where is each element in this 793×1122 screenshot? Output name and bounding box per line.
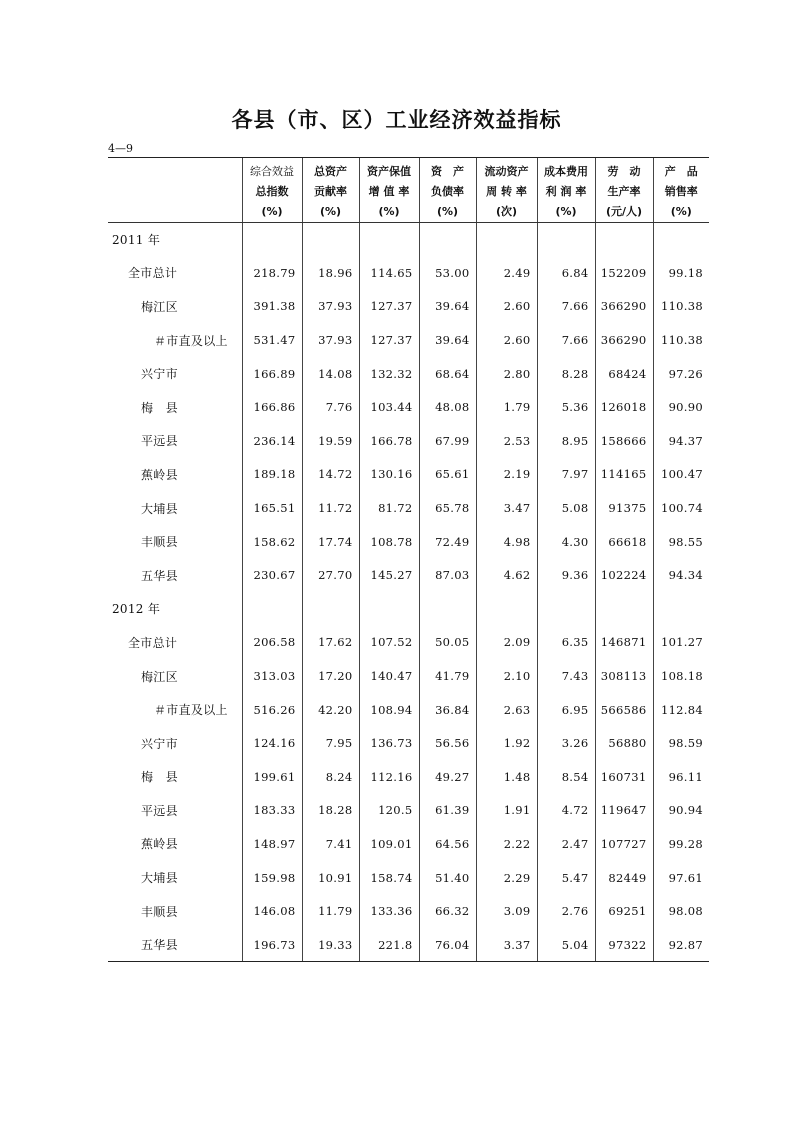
table-row: [108, 558, 709, 592]
value-cell: 7.95: [302, 726, 359, 760]
value-cell: 1.91: [476, 794, 537, 828]
value-cell: 98.59: [653, 726, 709, 760]
row-label: 大埔县: [141, 871, 178, 886]
value-cell: 66618: [595, 525, 653, 559]
table-row: [108, 726, 709, 760]
value-cell: 158.62: [242, 525, 302, 559]
value-cell: 119647: [595, 794, 653, 828]
value-cell: 107.52: [359, 626, 419, 660]
table-number: 4—9: [108, 142, 133, 155]
table-row: [108, 760, 709, 794]
value-cell: 2.53: [476, 424, 537, 458]
value-cell: 51.40: [419, 861, 476, 895]
value-cell: 65.61: [419, 458, 476, 492]
row-label: 兴宁市: [141, 736, 178, 751]
value-cell: 124.16: [242, 726, 302, 760]
value-cell: 160731: [595, 760, 653, 794]
value-cell: 98.08: [653, 894, 709, 928]
value-cell: 19.59: [302, 424, 359, 458]
value-cell: 8.54: [537, 760, 595, 794]
value-cell: 18.28: [302, 794, 359, 828]
header-col-1: [302, 158, 359, 223]
header-line: 综合效益: [250, 165, 294, 178]
table-row: [108, 290, 709, 324]
value-cell: 99.18: [653, 256, 709, 290]
header-col-4: [476, 158, 537, 223]
value-cell: [653, 223, 709, 257]
header-line: 总资产: [314, 165, 347, 178]
value-cell: [476, 223, 537, 257]
table-row: [108, 794, 709, 828]
value-cell: 68.64: [419, 357, 476, 391]
value-cell: 90.90: [653, 390, 709, 424]
value-cell: 2.29: [476, 861, 537, 895]
value-cell: 112.84: [653, 693, 709, 727]
value-cell: 108.78: [359, 525, 419, 559]
value-cell: 97322: [595, 928, 653, 962]
value-cell: 96.11: [653, 760, 709, 794]
value-cell: 90.94: [653, 794, 709, 828]
value-cell: 189.18: [242, 458, 302, 492]
value-cell: 2.10: [476, 659, 537, 693]
indicators-table: [108, 157, 709, 962]
value-cell: [653, 592, 709, 626]
row-label: 梅江区: [141, 299, 178, 314]
value-cell: 152209: [595, 256, 653, 290]
value-cell: 4.98: [476, 525, 537, 559]
header-line: 销售率: [664, 185, 698, 198]
table-row: [108, 894, 709, 928]
value-cell: 103.44: [359, 390, 419, 424]
header-line: (元/人): [605, 205, 643, 218]
value-cell: [419, 592, 476, 626]
row-label: 丰顺县: [141, 535, 178, 550]
value-cell: 5.04: [537, 928, 595, 962]
value-cell: 8.28: [537, 357, 595, 391]
value-cell: 236.14: [242, 424, 302, 458]
row-label: 蕉岭县: [141, 467, 178, 482]
value-cell: [476, 592, 537, 626]
value-cell: 94.34: [653, 558, 709, 592]
value-cell: 196.73: [242, 928, 302, 962]
value-cell: 199.61: [242, 760, 302, 794]
value-cell: 97.26: [653, 357, 709, 391]
value-cell: 17.20: [302, 659, 359, 693]
value-cell: 7.66: [537, 323, 595, 357]
value-cell: 1.79: [476, 390, 537, 424]
value-cell: 2.60: [476, 323, 537, 357]
value-cell: 9.36: [537, 558, 595, 592]
value-cell: 3.37: [476, 928, 537, 962]
value-cell: 4.30: [537, 525, 595, 559]
value-cell: 1.92: [476, 726, 537, 760]
value-cell: 127.37: [359, 323, 419, 357]
value-cell: 110.38: [653, 290, 709, 324]
row-label: 2011 年: [112, 233, 161, 248]
value-cell: 2.47: [537, 827, 595, 861]
row-label: 大埔县: [141, 501, 178, 516]
value-cell: 221.8: [359, 928, 419, 962]
value-cell: [595, 592, 653, 626]
row-label: 梅 县: [141, 400, 178, 415]
value-cell: [537, 592, 595, 626]
row-label: 梅江区: [141, 669, 178, 684]
header-col-6: [595, 158, 653, 223]
header-line: (%): [555, 205, 577, 218]
table-row: [108, 390, 709, 424]
value-cell: 2.76: [537, 894, 595, 928]
value-cell: 14.08: [302, 357, 359, 391]
value-cell: 110.38: [653, 323, 709, 357]
value-cell: 36.84: [419, 693, 476, 727]
table-row: [108, 491, 709, 525]
value-cell: 64.56: [419, 827, 476, 861]
value-cell: 158.74: [359, 861, 419, 895]
value-cell: 6.35: [537, 626, 595, 660]
value-cell: [359, 592, 419, 626]
value-cell: 114165: [595, 458, 653, 492]
table-row: [108, 827, 709, 861]
header-line: 总指数: [255, 185, 289, 198]
value-cell: 109.01: [359, 827, 419, 861]
table-row: [108, 626, 709, 660]
value-cell: 2.60: [476, 290, 537, 324]
value-cell: 81.72: [359, 491, 419, 525]
row-label: 全市总计: [128, 635, 178, 650]
value-cell: 166.89: [242, 357, 302, 391]
value-cell: 2.22: [476, 827, 537, 861]
table-row: [108, 928, 709, 962]
value-cell: 2.19: [476, 458, 537, 492]
row-label: 五华县: [141, 568, 178, 583]
row-label: 兴宁市: [141, 367, 178, 382]
value-cell: 27.70: [302, 558, 359, 592]
value-cell: 87.03: [419, 558, 476, 592]
value-cell: 67.99: [419, 424, 476, 458]
value-cell: 66.32: [419, 894, 476, 928]
header-row: [108, 158, 709, 223]
value-cell: 108.18: [653, 659, 709, 693]
header-line: (%): [378, 205, 400, 218]
value-cell: 50.05: [419, 626, 476, 660]
value-cell: 133.36: [359, 894, 419, 928]
value-cell: 6.95: [537, 693, 595, 727]
value-cell: 165.51: [242, 491, 302, 525]
header-line: 劳 动: [607, 165, 641, 178]
value-cell: 112.16: [359, 760, 419, 794]
value-cell: 6.84: [537, 256, 595, 290]
header-line: 贡献率: [314, 185, 347, 198]
header-line: 生产率: [607, 185, 641, 198]
table-row: [108, 592, 709, 626]
value-cell: 159.98: [242, 861, 302, 895]
value-cell: 108.94: [359, 693, 419, 727]
value-cell: 5.36: [537, 390, 595, 424]
row-label: 平远县: [141, 803, 178, 818]
value-cell: 2.49: [476, 256, 537, 290]
value-cell: 82449: [595, 861, 653, 895]
header-line: 利 润 率: [545, 185, 587, 198]
value-cell: 48.08: [419, 390, 476, 424]
header-line: 成本费用: [544, 165, 588, 178]
value-cell: 3.47: [476, 491, 537, 525]
value-cell: 61.39: [419, 794, 476, 828]
header-line: 增 值 率: [368, 185, 410, 198]
header-line: 资产保值: [367, 165, 411, 178]
value-cell: 313.03: [242, 659, 302, 693]
value-cell: 5.08: [537, 491, 595, 525]
header-col-5: [537, 158, 595, 223]
value-cell: 18.96: [302, 256, 359, 290]
value-cell: 69251: [595, 894, 653, 928]
value-cell: 140.47: [359, 659, 419, 693]
value-cell: 3.26: [537, 726, 595, 760]
header-line: (次): [495, 205, 518, 218]
value-cell: 14.72: [302, 458, 359, 492]
header-col-0: [242, 158, 302, 223]
value-cell: 37.93: [302, 290, 359, 324]
value-cell: 107727: [595, 827, 653, 861]
value-cell: 11.72: [302, 491, 359, 525]
value-cell: 8.24: [302, 760, 359, 794]
value-cell: 49.27: [419, 760, 476, 794]
row-label: 丰顺县: [141, 904, 178, 919]
value-cell: 7.76: [302, 390, 359, 424]
value-cell: 19.33: [302, 928, 359, 962]
header-col-3: [419, 158, 476, 223]
value-cell: 92.87: [653, 928, 709, 962]
value-cell: 366290: [595, 323, 653, 357]
value-cell: 11.79: [302, 894, 359, 928]
table-body: [108, 223, 709, 962]
value-cell: 68424: [595, 357, 653, 391]
header-line: 负债率: [431, 185, 464, 198]
header-line: 产 品: [664, 165, 698, 178]
value-cell: 126018: [595, 390, 653, 424]
value-cell: [302, 592, 359, 626]
value-cell: 91375: [595, 491, 653, 525]
value-cell: 7.43: [537, 659, 595, 693]
value-cell: 56880: [595, 726, 653, 760]
value-cell: 76.04: [419, 928, 476, 962]
header-line: 流动资产: [484, 165, 529, 178]
value-cell: 102224: [595, 558, 653, 592]
value-cell: 37.93: [302, 323, 359, 357]
row-label: 梅 县: [141, 770, 178, 785]
table-row: [108, 223, 709, 257]
value-cell: 41.79: [419, 659, 476, 693]
table-row: [108, 424, 709, 458]
value-cell: 4.72: [537, 794, 595, 828]
value-cell: 3.09: [476, 894, 537, 928]
value-cell: 99.28: [653, 827, 709, 861]
value-cell: 7.97: [537, 458, 595, 492]
table-row: [108, 357, 709, 391]
value-cell: [302, 223, 359, 257]
table-row: [108, 458, 709, 492]
value-cell: 531.47: [242, 323, 302, 357]
value-cell: [242, 223, 302, 257]
value-cell: [242, 592, 302, 626]
value-cell: 158666: [595, 424, 653, 458]
row-label: 蕉岭县: [141, 837, 178, 852]
header-line: (%): [436, 205, 459, 218]
header-line: (%): [261, 205, 283, 218]
row-label: ＃市直及以上: [154, 333, 228, 348]
value-cell: 145.27: [359, 558, 419, 592]
value-cell: 100.74: [653, 491, 709, 525]
value-cell: 56.56: [419, 726, 476, 760]
value-cell: 308113: [595, 659, 653, 693]
value-cell: 2.63: [476, 693, 537, 727]
page-title: 各县（市、区）工业经济效益指标: [231, 108, 562, 132]
value-cell: [537, 223, 595, 257]
value-cell: 146871: [595, 626, 653, 660]
value-cell: 132.32: [359, 357, 419, 391]
value-cell: 53.00: [419, 256, 476, 290]
value-cell: [359, 223, 419, 257]
row-label: ＃市直及以上: [154, 703, 228, 718]
header-col-2: [359, 158, 419, 223]
value-cell: 17.62: [302, 626, 359, 660]
value-cell: 4.62: [476, 558, 537, 592]
table-row: [108, 256, 709, 290]
table-row: [108, 693, 709, 727]
value-cell: 366290: [595, 290, 653, 324]
value-cell: 1.48: [476, 760, 537, 794]
value-cell: 166.78: [359, 424, 419, 458]
row-label: 平远县: [141, 434, 178, 449]
value-cell: 17.74: [302, 525, 359, 559]
table-row: [108, 525, 709, 559]
value-cell: 101.27: [653, 626, 709, 660]
value-cell: 146.08: [242, 894, 302, 928]
value-cell: 148.97: [242, 827, 302, 861]
value-cell: 94.37: [653, 424, 709, 458]
value-cell: 42.20: [302, 693, 359, 727]
table-row: [108, 659, 709, 693]
value-cell: 166.86: [242, 390, 302, 424]
value-cell: 97.61: [653, 861, 709, 895]
header-line: 周 转 率: [486, 185, 527, 198]
header-line: (%): [670, 205, 692, 218]
value-cell: 39.64: [419, 290, 476, 324]
value-cell: 391.38: [242, 290, 302, 324]
row-label: 全市总计: [128, 266, 178, 281]
row-label: 2012 年: [112, 602, 161, 617]
value-cell: 130.16: [359, 458, 419, 492]
value-cell: 183.33: [242, 794, 302, 828]
value-cell: 7.66: [537, 290, 595, 324]
value-cell: 2.09: [476, 626, 537, 660]
value-cell: 230.67: [242, 558, 302, 592]
row-label: 五华县: [108, 928, 242, 962]
table-row: [108, 323, 709, 357]
value-cell: [595, 223, 653, 257]
value-cell: 114.65: [359, 256, 419, 290]
value-cell: 39.64: [419, 323, 476, 357]
value-cell: 98.55: [653, 525, 709, 559]
value-cell: 566586: [595, 693, 653, 727]
value-cell: 100.47: [653, 458, 709, 492]
header-col-7: [653, 158, 709, 223]
value-cell: 7.41: [302, 827, 359, 861]
value-cell: 72.49: [419, 525, 476, 559]
value-cell: 8.95: [537, 424, 595, 458]
value-cell: 5.47: [537, 861, 595, 895]
table-row: [108, 861, 709, 895]
value-cell: 127.37: [359, 290, 419, 324]
header-stub: [108, 158, 242, 223]
value-cell: [419, 223, 476, 257]
value-cell: 206.58: [242, 626, 302, 660]
value-cell: 516.26: [242, 693, 302, 727]
header-line: (%): [319, 205, 342, 218]
value-cell: 10.91: [302, 861, 359, 895]
value-cell: 65.78: [419, 491, 476, 525]
header-line: 资 产: [431, 165, 464, 178]
value-cell: 136.73: [359, 726, 419, 760]
value-cell: 2.80: [476, 357, 537, 391]
value-cell: 120.5: [359, 794, 419, 828]
value-cell: 218.79: [242, 256, 302, 290]
